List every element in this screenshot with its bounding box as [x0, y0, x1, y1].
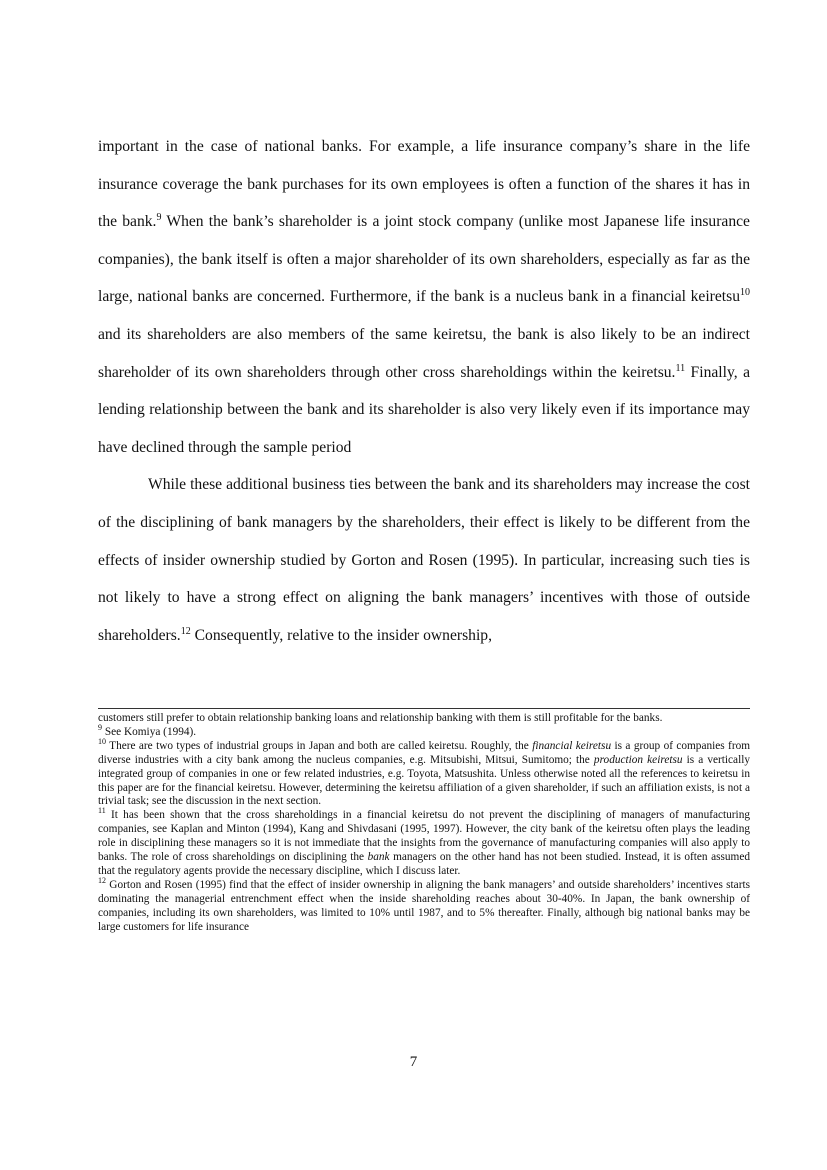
footnote-ref-11[interactable]: 11 [675, 362, 686, 374]
footnote-ref-12[interactable]: 12 [180, 625, 191, 637]
footnote-10: $^{10}$ There are two types of industrial groups in Japan and both are called keiretsu. Roughly, the financial keiretsu is a group of companies from diverse industries with a city bank among the nucleus companies, e.g. Mitsubishi, Mitsui, Sumitomo; the production keiretsu is a vertically integrated group of companies in one or few related industries, e.g. Toyota, Matsushita. Unless otherwise noted all the references to keiretsu in this paper are for the financial keiretsu. However, determining the keiretsu affiliation of a given shareholder, if such an affiliation exists, is not a trivial task; see the discussion in the next section. [98, 737, 751, 808]
page-number: 7 [409, 1054, 418, 1070]
paragraph-2: While these additional business ties between the bank and its shareholders may increase the cost of the disciplining of bank managers by the shareholders, their effect is likely to be different from the effects of insider ownership studied by Gorton and Rosen (1995). In particular, increasing such ties is not likely to have a strong effect on aligning the bank managers’ incentives with those of outside shareholders.$^{12}$ Consequently, relative to the insider ownership, [98, 476, 750, 644]
footnote-11: $^{11}$ It has been shown that the cross shareholdings in a financial keiretsu do not prevent the disciplining of managers of manufacturing companies, see Kaplan and Minton (1994), Kang and Shivdasani (1995, 1997). However, the city bank of the keiretsu often plays the leading role in disciplining these managers so it is not immediate that the insights from the governance of manufacturing companies will also apply to banks. The role of cross shareholdings on disciplining the bank managers on the other hand has not been studied. Instead, it is often assumed that the regulatory agents provide the necessary discipline, which I discuss later. [98, 806, 751, 877]
paragraph-1: important in the case of national banks. For example, a life insurance company’s share in the life insurance coverage the bank purchases for its own employees is often a function of the shares it has in the bank.$^9$ When the bank’s shareholder is a joint stock company (unlike most Japanese life insurance companies), the bank itself is often a major shareholder of its own shareholders, especially as far as the large, national banks are concerned. Furthermore, if the bank is a nucleus bank in a financial keiretsu$^{10}$ and its shareholders are also members of the same keiretsu, the bank is also likely to be an indirect shareholder of its own shareholders through other cross shareholdings within the keiretsu.$^{11}$ Finally, a lending relationship between the bank and its shareholder is also very likely even if its importance may have declined through the sample period [98, 138, 751, 456]
footnote-ref-9[interactable]: 9 [156, 212, 162, 223]
body-text [98, 128, 750, 654]
footnotes [98, 712, 750, 935]
footnote-ref-10[interactable]: 10 [740, 287, 750, 299]
footnote-9: $^9$ See Komiya (1994). [98, 723, 197, 738]
footnote-12: $^{12}$ Gorton and Rosen (1995) find that the effect of insider ownership in aligning the bank managers’ and outside shareholders’ incentives starts dominating the managerial entrenchment effect when the inside shareholding reaches about 30-40%. In Japan, the bank ownership of companies, including its own shareholders, was limited to 10% until 1987, and to 5% thereafter. Finally, although big national banks may be large customers for life insurance [98, 876, 750, 933]
footnote-separator [98, 708, 750, 709]
footnote-continuation: customers still prefer to obtain relationship banking loans and relationship banking with them is still profitable for the banks. [98, 712, 663, 724]
